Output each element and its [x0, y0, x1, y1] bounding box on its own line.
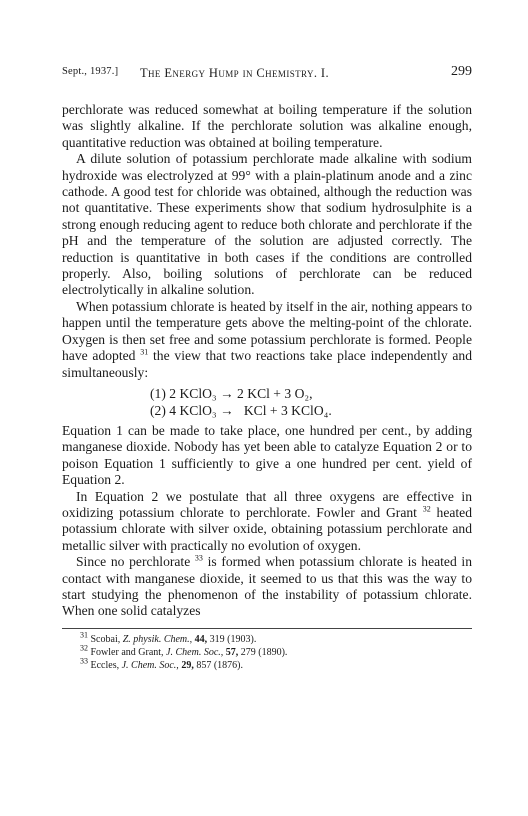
paragraph-text: heated potassium chlorate with silver oxide, obtaining potassium perchlorate and metallic silver with practically no evolution of oxygen.	[62, 504, 473, 553]
running-header	[62, 66, 472, 86]
article-body	[62, 102, 472, 620]
footnotes	[62, 628, 472, 672]
running-title: The Energy Hump in Chemistry. I.	[140, 66, 329, 80]
footnote-ref: 31	[140, 347, 149, 357]
journal-page	[62, 66, 472, 672]
footnote-pages: 319 (1903).	[209, 633, 257, 645]
paragraph	[62, 554, 472, 620]
paragraph-text: the view that two reactions take place independently and simultaneously:	[62, 348, 473, 380]
footnote-journal: Z. physik. Chem.,	[122, 633, 193, 645]
footnote-journal: J. Chem. Soc.,	[166, 646, 224, 658]
footnote-pages: 857 (1876).	[196, 659, 243, 671]
paragraph-text: Since no perchlorate	[76, 554, 191, 570]
equation-block	[62, 385, 472, 419]
footnote-author: Eccles,	[90, 659, 120, 671]
footnote-ref: 33	[194, 553, 203, 563]
footnote-number: 33	[80, 656, 88, 666]
footnote-journal: J. Chem. Soc.,	[121, 659, 179, 671]
paragraph-text: is formed when potassium chlorate is heated in contact with manganese dioxide, it seemed to us that this was the way to start studying the phenomenon of the instability of potassium chlorate. When one solid catalyzes	[62, 554, 472, 619]
footnote	[62, 643, 472, 659]
equation: (2) 4 KClO₃ → KCl + 3 KClO₄.	[150, 402, 332, 418]
footnote	[62, 630, 472, 646]
paragraph	[62, 489, 472, 555]
page-number: 299	[451, 64, 472, 79]
paragraph: perchlorate was reduced somewhat at boiling temperature if the solution was slightly alkaline. If the perchlorate solution was alkaline enough, quantitative reduction was obtained at boiling temperature.	[62, 102, 472, 150]
paragraph-text: In Equation 2 we postulate that all three oxygens are effective in oxidizing potassium chlorate to perchlorate. Fowler and Grant	[62, 488, 472, 520]
paragraph: A dilute solution of potassium perchlorate made alkaline with sodium hydroxide was electrolyzed at 99° with a plain-platinum anode and a zinc cathode. A good test for chloride was obtained, although the reduction was not quantitative. These experiments show that sodium hydrosulphite is a strong enough reducing agent to reduce both chlorate and perchlorate if the pH and the temperature of the solution are adjusted correctly. The reduction is quantitative in both cases if the conditions are controlled properly. Also, boiling solutions of perchlorate can be reduced electrolytically in alkaline solution.	[62, 151, 472, 298]
paragraph-text: When potassium chlorate is heated by itself in the air, nothing appears to happen until the temperature gets above the melting-point of the chlorate. Oxygen is then set free and some potassium perchlorate is formed. People have adopted	[62, 298, 472, 364]
paragraph: Equation 1 can be made to take place, one hundred per cent., by adding manganese dioxide. Nobody has yet been able to catalyze Equation 2 or to poison Equation 1 sufficiently to give a one hundred per cent. yield of Equation 2.	[62, 422, 472, 488]
footnote-author: Scobai,	[90, 633, 121, 645]
footnote-volume: 29,	[181, 659, 194, 671]
footnote-volume: 57,	[225, 646, 239, 658]
footnote-author: Fowler and Grant,	[90, 646, 164, 658]
footnote-number: 32	[80, 643, 88, 653]
paragraph	[62, 299, 472, 381]
equation: (1) 2 KClO₃ → 2 KCl + 3 O₂,	[150, 385, 313, 401]
footnote-volume: 44,	[194, 633, 208, 645]
footnote-ref: 32	[422, 504, 431, 514]
footnote-number: 31	[80, 630, 88, 640]
footnote	[62, 656, 472, 672]
issue-date: Sept., 1937.]	[62, 66, 119, 77]
footnote-pages: 279 (1890).	[240, 646, 288, 658]
